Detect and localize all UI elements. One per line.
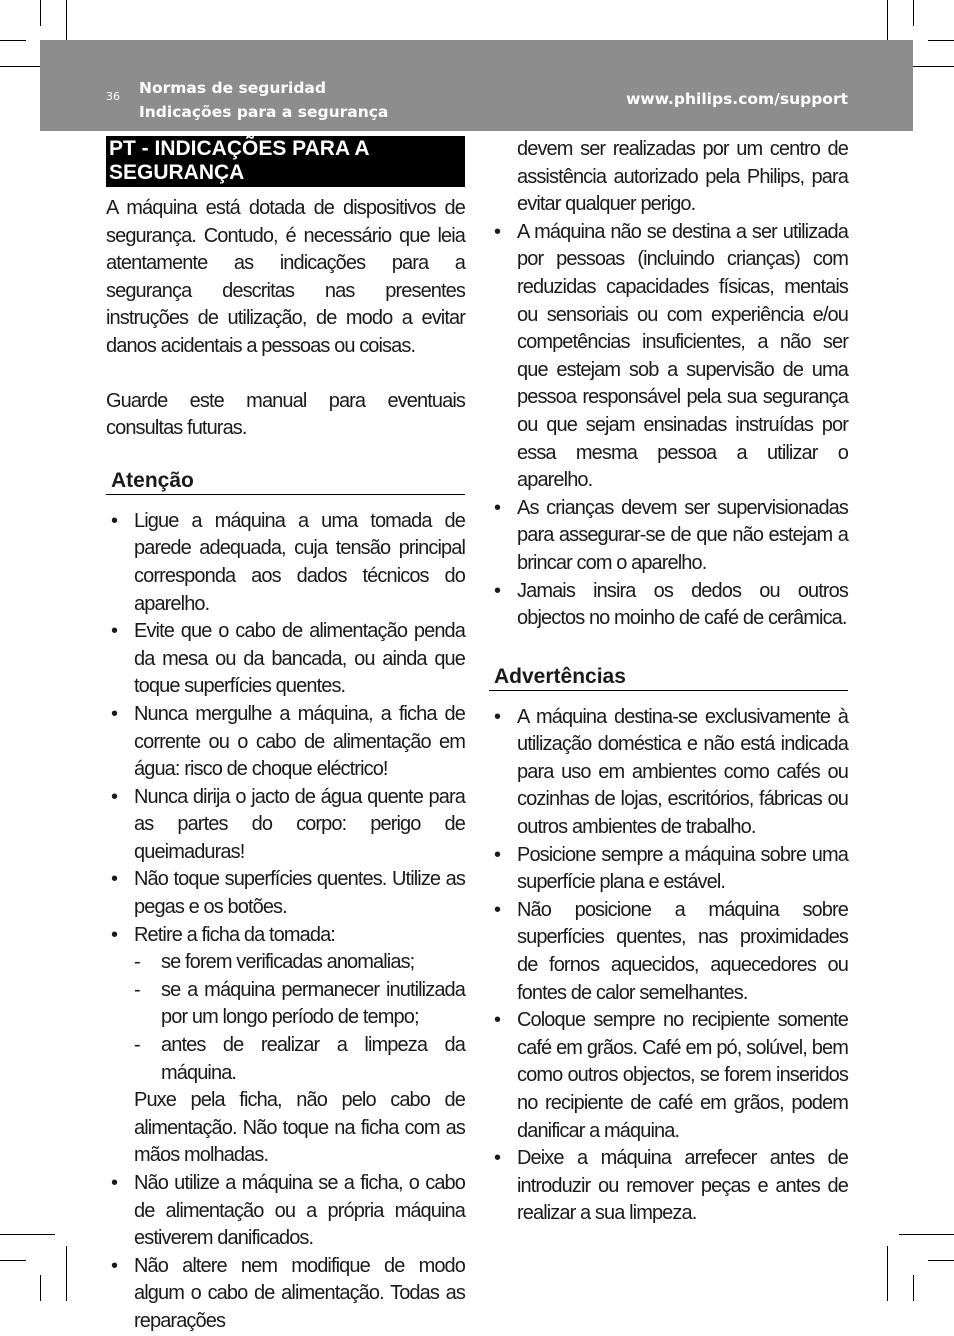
support-url: www.philips.com/support xyxy=(626,90,848,108)
sub-list-item: - se a máquina permanecer inutilizada por um longo período de tempo; xyxy=(134,978,465,1029)
crop-mark xyxy=(0,1234,55,1235)
section-title: PT - INDICAÇÕES PARA A SEGURANÇA xyxy=(106,136,465,187)
list-item: • Nunca mergulhe a máquina, a ficha de corrente ou o cabo de alimentação em água: risco de choque eléctrico! xyxy=(111,702,465,781)
list-item-continued: devem ser realizadas por um centro de assistência autorizado pela Philips, para evitar qualquer perigo. xyxy=(517,138,848,216)
crop-mark xyxy=(40,1275,41,1301)
intro-paragraph: A máquina está dotada de dispositivos de segurança. Contudo, é necessário que leia atentamente as indicações para a segurança descritas nas presentes instruções de utilização, de modo a evitar danos acidentais a pessoas ou coisas. xyxy=(106,197,465,357)
crop-mark xyxy=(0,40,26,41)
sub-list-item: - se forem verificadas anomalias; xyxy=(134,951,415,974)
crop-mark xyxy=(66,1246,67,1301)
list-item: • Jamais insira os dedos ou outros objectos no moinho de café de cerâmica. xyxy=(494,579,848,630)
list-item: • Evite que o cabo de alimentação penda da mesa ou da bancada, ou ainda que toque superfícies quentes. xyxy=(111,620,465,698)
list-item: • Coloque sempre no recipiente somente café em grãos. Café em pó, solúvel, bem como outros objectos, se forem inseridos no recipiente de café em grãos, podem danificar a máquina. xyxy=(494,1009,848,1142)
list-item: • Não altere nem modifique de modo algum o cabo de alimentação. Todas as reparações xyxy=(111,1254,465,1332)
header-title-es: Normas de seguridad xyxy=(139,79,326,97)
list-item: • Nunca dirija o jacto de água quente para as partes do corpo: perigo de queimaduras! xyxy=(111,785,465,863)
sub-note: Puxe pela ficha, não pelo cabo de alimentação. Não toque na ficha com as mãos molhadas. xyxy=(134,1089,465,1167)
attention-heading: Atenção xyxy=(106,467,465,495)
sub-list-item: - antes de realizar a limpeza da máquina. xyxy=(134,1034,465,1084)
right-column xyxy=(489,136,848,1228)
list-item: • Não utilize a máquina se a ficha, o cabo de alimentação ou a própria máquina estiverem danificados. xyxy=(111,1172,465,1250)
sub-list xyxy=(134,949,465,1087)
list-item: • As crianças devem ser supervisionadas para assegurar-se de que não estejam a brincar com o aparelho. xyxy=(494,496,848,574)
list-item: • Não posicione a máquina sobre superfícies quentes, nas proximidades de fornos aquecidos, aquecedores ou fontes de calor semelhantes. xyxy=(494,898,848,1004)
list-item: • Não toque superfícies quentes. Utilize as pegas e os botões. xyxy=(111,868,465,919)
attention-list xyxy=(106,508,465,1336)
list-item: • A máquina destina-se exclusivamente à utilização doméstica e não está indicada para uso em ambientes como cafés ou cozinhas de lojas, escritórios, fábricas ou outros ambientes de trabalho. xyxy=(494,705,848,839)
crop-mark xyxy=(928,1260,954,1261)
list-item: • Posicione sempre a máquina sobre uma superfície plana e estável. xyxy=(494,843,848,894)
crop-mark xyxy=(928,40,954,41)
attention-list-continued xyxy=(489,136,848,633)
crop-mark xyxy=(0,1260,26,1261)
crop-mark xyxy=(899,1234,954,1235)
intro-paragraph: Guarde este manual para eventuais consultas futuras. xyxy=(106,389,465,440)
left-column xyxy=(106,136,465,1336)
header-title-pt: Indicações para a segurança xyxy=(139,103,389,121)
page-header xyxy=(40,40,913,131)
list-item: • Ligue a máquina a uma tomada de parede adequada, cuja tensão principal corresponda aos dados técnicos do aparelho. xyxy=(111,509,465,615)
list-item: • Deixe a máquina arrefecer antes de introduzir ou remover peças e antes de realizar a sua limpeza. xyxy=(494,1147,848,1225)
crop-mark xyxy=(40,0,41,26)
list-item: • A máquina não se destina a ser utilizada por pessoas (incluindo crianças) com reduzidas capacidades físicas, mentais ou sensoriais ou com experiência e/ou competências insuficientes, a não ser que estejam sob a supervisão de uma pessoa responsável pela sua segurança ou que sejam ensinadas instruídas por essa mesma pessoa a utilizar o aparelho. xyxy=(494,220,848,492)
page-number: 36 xyxy=(106,90,120,103)
crop-mark xyxy=(913,0,914,26)
warnings-heading: Advertências xyxy=(489,663,848,691)
list-item: • Retire a ficha da tomada: - se forem verificadas anomalias; - se a máquina permanecer inutilizada por um longo período de tempo; - antes de realizar a limpeza da máquina. Puxe pela ficha, não pelo cabo de alimentação. Não toque na ficha com as mãos molhadas. xyxy=(106,922,465,1170)
crop-mark xyxy=(887,1246,888,1301)
crop-mark xyxy=(913,1275,914,1301)
warnings-list xyxy=(489,704,848,1228)
